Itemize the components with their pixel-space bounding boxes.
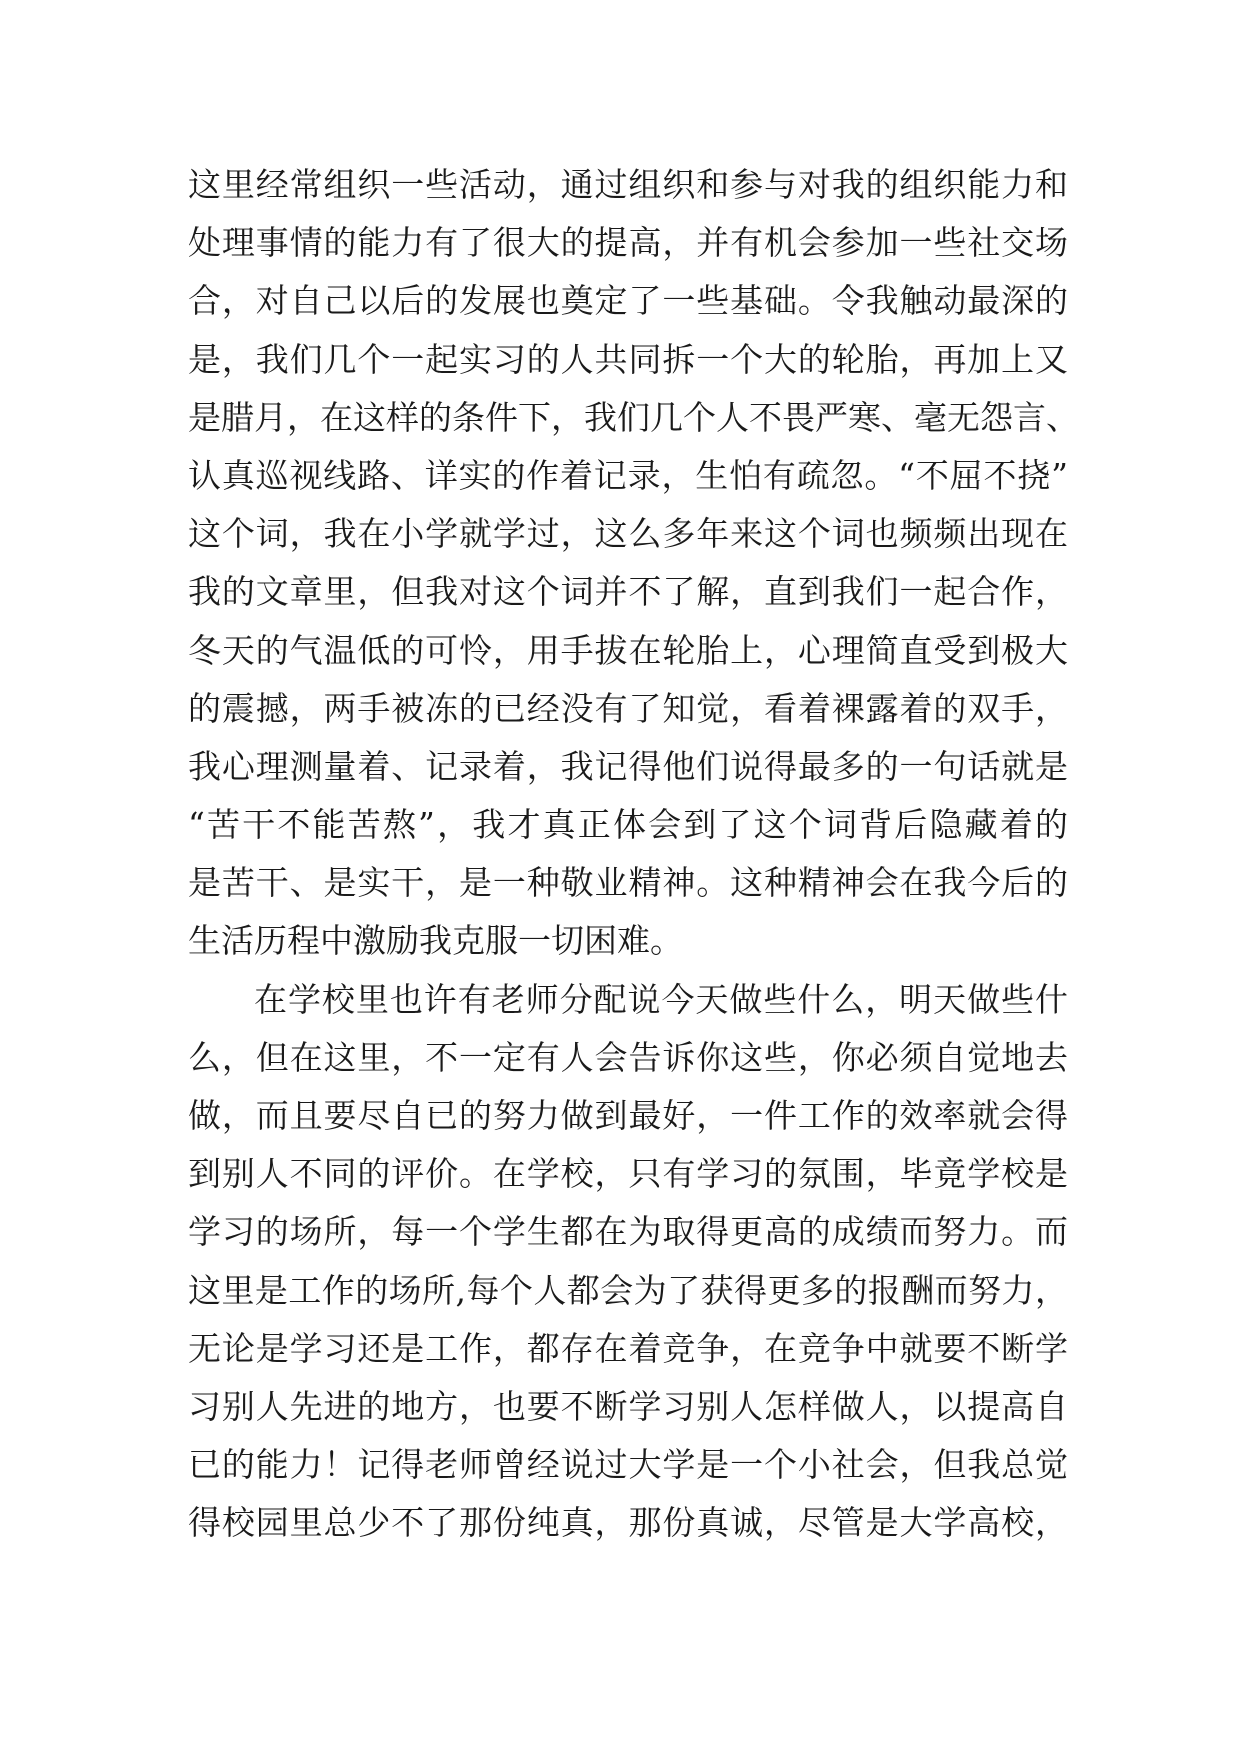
text-line: 处理事情的能力有了很大的提高，并有机会参加一些社交场 [188, 223, 1068, 263]
text-line: 得校园里总少不了那份纯真，那份真诚，尽管是大学高校， [188, 1503, 1068, 1543]
text-line: 无论是学习还是工作，都存在着竞争，在竞争中就要不断学 [188, 1328, 1068, 1368]
paragraph-end-line: 生活历程中激励我克服一切困难。 [188, 921, 683, 961]
text-line: 学习的场所，每一个学生都在为取得更高的成绩而努力。而 [188, 1212, 1068, 1252]
paragraph-start-line: 在学校里也许有老师分配说今天做些什么，明天做些什 [254, 979, 1068, 1019]
text-line: 这里经常组织一些活动，通过组织和参与对我的组织能力和 [188, 165, 1068, 204]
body-text [188, 156, 1079, 1553]
text-line: 是，我们几个一起实习的人共同拆一个大的轮胎，再加上又 [188, 339, 1068, 379]
text-line: 是腊月，在这样的条件下，我们几个人不畏严寒、毫无怨言、 [188, 397, 1079, 437]
text-line: 合，对自己以后的发展也奠定了一些基础。令我触动最深的 [188, 281, 1068, 321]
text-line: 我心理测量着、记录着，我记得他们说得最多的一句话就是 [188, 746, 1068, 786]
text-line: 已的能力！记得老师曾经说过大学是一个小社会，但我总觉 [188, 1445, 1068, 1485]
text-line: “苦干不能苦熬”，我才真正体会到了这个词背后隐藏着的 [188, 805, 1068, 845]
text-line: 这里是工作的场所,每个人都会为了获得更多的报酬而努力， [188, 1270, 1068, 1310]
text-line: 习别人先进的地方，也要不断学习别人怎样做人，以提高自 [188, 1386, 1068, 1426]
text-line: 冬天的气温低的可怜，用手拔在轮胎上，心理简直受到极大 [188, 630, 1068, 670]
text-line: 到别人不同的评价。在学校，只有学习的氛围，毕竟学校是 [188, 1154, 1068, 1194]
text-line: 这个词，我在小学就学过，这么多年来这个词也频频出现在 [188, 514, 1068, 554]
text-line: 是苦干、是实干，是一种敬业精神。这种精神会在我今后的 [188, 863, 1068, 903]
text-line: 我的文章里，但我对这个词并不了解，直到我们一起合作， [188, 572, 1068, 612]
text-line: 做，而且要尽自已的努力做到最好，一件工作的效率就会得 [188, 1096, 1068, 1135]
text-line: 认真巡视线路、详实的作着记录，生怕有疏忽。“不屈不挠” [188, 455, 1068, 495]
text-line: 么，但在这里，不一定有人会告诉你这些，你必须自觉地去 [188, 1037, 1068, 1077]
text-line: 的震撼，两手被冻的已经没有了知觉，看着裸露着的双手， [188, 688, 1068, 728]
